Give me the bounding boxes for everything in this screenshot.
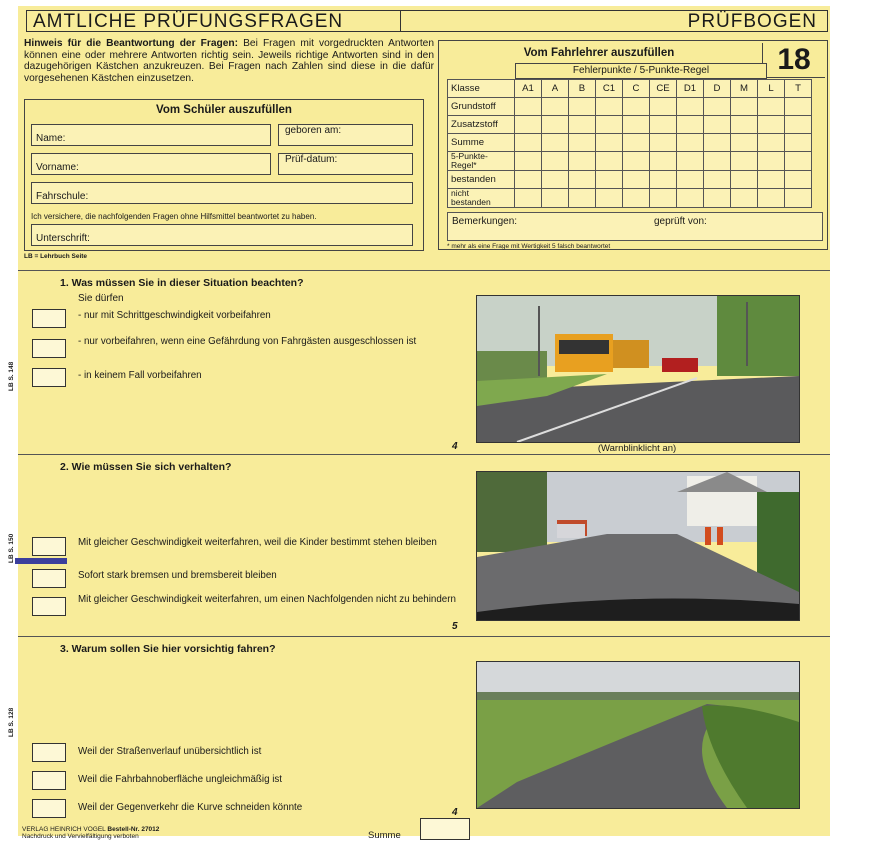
firstname-label: Vorname: — [36, 162, 79, 173]
row-label: bestanden — [448, 171, 515, 189]
score-cell[interactable] — [623, 116, 650, 134]
answer-checkbox[interactable] — [32, 537, 66, 556]
score-cell[interactable] — [785, 116, 812, 134]
row-label: nicht bestanden — [448, 189, 515, 208]
score-cell[interactable] — [542, 152, 569, 171]
table-row — [448, 189, 812, 208]
name-field[interactable] — [31, 124, 271, 146]
birthdate-field[interactable] — [278, 124, 413, 146]
remarks-field[interactable] — [447, 212, 823, 241]
score-cell[interactable] — [677, 98, 704, 116]
answer-checkbox[interactable] — [32, 597, 66, 616]
score-cell[interactable] — [596, 134, 623, 152]
score-cell[interactable] — [623, 152, 650, 171]
score-cell[interactable] — [731, 189, 758, 208]
score-cell[interactable] — [704, 134, 731, 152]
table-row — [448, 134, 812, 152]
score-cell[interactable] — [785, 98, 812, 116]
driving-school-field[interactable] — [31, 182, 413, 204]
class-column: CE — [650, 80, 677, 98]
error-points-caption: Fehlerpunkte / 5-Punkte-Regel — [515, 63, 767, 79]
bus-at-stop-image — [476, 295, 800, 443]
children-at-roadside-image — [476, 471, 800, 621]
score-cell[interactable] — [650, 152, 677, 171]
sheet-title: AMTLICHE PRÜFUNGSFRAGEN — [26, 10, 401, 32]
class-column: T — [785, 80, 812, 98]
instructions — [24, 38, 434, 84]
score-cell[interactable] — [515, 189, 542, 208]
exam-sheet — [8, 6, 830, 841]
score-cell[interactable] — [596, 171, 623, 189]
question-points: 4 — [452, 441, 458, 452]
score-cell[interactable] — [650, 134, 677, 152]
score-cell[interactable] — [731, 171, 758, 189]
side-marker — [15, 558, 67, 564]
score-cell[interactable] — [704, 116, 731, 134]
question-title: 2. Wie müssen Sie sich verhalten? — [60, 461, 232, 473]
class-column: C1 — [596, 80, 623, 98]
signature-field[interactable] — [31, 224, 413, 246]
score-cell[interactable] — [650, 171, 677, 189]
score-cell[interactable] — [677, 152, 704, 171]
score-cell[interactable] — [677, 134, 704, 152]
score-cell[interactable] — [569, 134, 596, 152]
table-row — [448, 98, 812, 116]
answer-checkbox[interactable] — [32, 569, 66, 588]
answer-text: Mit gleicher Geschwindigkeit weiterfahren, um einen Nachfolgenden nicht zu behindern — [78, 594, 456, 605]
class-column: D — [704, 80, 731, 98]
exam-date-label: Prüf-datum: — [285, 154, 338, 165]
publisher-name: VERLAG HEINRICH VOGEL — [22, 826, 106, 833]
question-points: 5 — [452, 621, 458, 632]
publisher-footer — [22, 826, 159, 840]
score-cell[interactable] — [650, 116, 677, 134]
score-cell[interactable] — [704, 152, 731, 171]
score-cell[interactable] — [758, 116, 785, 134]
score-cell[interactable] — [785, 189, 812, 208]
score-cell[interactable] — [623, 171, 650, 189]
score-cell[interactable] — [785, 134, 812, 152]
question-3 — [8, 636, 830, 822]
sheet-type: PRÜFBOGEN — [401, 10, 828, 32]
class-header: Klasse — [448, 80, 515, 98]
score-cell[interactable] — [650, 189, 677, 208]
order-number: Bestell-Nr. 27012 — [107, 826, 160, 833]
class-column: C — [623, 80, 650, 98]
score-cell[interactable] — [785, 171, 812, 189]
score-cell[interactable] — [704, 189, 731, 208]
score-cell[interactable] — [677, 116, 704, 134]
score-cell[interactable] — [515, 98, 542, 116]
copyright-note: Nachdruck und Vervielfältigung verboten — [22, 833, 139, 840]
instructions-text: Bei Fragen mit vorgedruckten Antworten können eine oder mehrere Antworten richtig sein. Jeweils richtige Antworten sind in den dazugehörigen Kästchen anzukreuzen. Bei Fragen nach Zahlen sind diese in die dafür vorgesehenen Kästchen einzusetzen. — [24, 38, 434, 84]
score-cell[interactable] — [731, 152, 758, 171]
question-1 — [8, 270, 830, 455]
answer-checkbox[interactable] — [32, 339, 66, 358]
answer-checkbox[interactable] — [32, 799, 66, 818]
score-cell[interactable] — [596, 189, 623, 208]
score-cell[interactable] — [542, 98, 569, 116]
score-cell[interactable] — [758, 98, 785, 116]
score-cell[interactable] — [758, 171, 785, 189]
score-cell[interactable] — [623, 134, 650, 152]
birthdate-label: geboren am: — [285, 125, 342, 136]
score-cell[interactable] — [677, 189, 704, 208]
sum-label: Summe — [368, 830, 401, 841]
row-label: Zusatzstoff — [448, 116, 515, 134]
instructor-section-title: Vom Fahrlehrer auszufüllen — [523, 47, 675, 59]
lb-note: LB = Lehrbuch Seite — [24, 253, 88, 260]
score-cell[interactable] — [704, 98, 731, 116]
score-cell[interactable] — [731, 116, 758, 134]
answer-text: - in keinem Fall vorbeifahren — [78, 370, 202, 381]
sheet-number: 18 — [762, 43, 825, 78]
answer-text: Weil die Fahrbahnoberfläche ungleichmäßig ist — [78, 774, 283, 785]
image-caption: (Warnblinklicht an) — [597, 443, 677, 454]
score-cell[interactable] — [596, 116, 623, 134]
score-cell[interactable] — [569, 116, 596, 134]
score-cell[interactable] — [623, 189, 650, 208]
answer-text: Weil der Gegenverkehr die Kurve schneiden könnte — [78, 802, 303, 813]
score-cell[interactable] — [569, 152, 596, 171]
table-row — [448, 116, 812, 134]
score-cell[interactable] — [704, 171, 731, 189]
score-cell[interactable] — [650, 98, 677, 116]
lb-reference: LB S. 148 — [8, 361, 15, 391]
firstname-field[interactable] — [31, 153, 271, 175]
exam-date-field[interactable] — [278, 153, 413, 175]
answer-checkbox[interactable] — [32, 771, 66, 790]
table-row — [448, 171, 812, 189]
answer-text: Weil der Straßenverlauf unübersichtlich ist — [78, 746, 262, 757]
row-label: 5-Punkte-Regel* — [448, 152, 515, 171]
class-column: A — [542, 80, 569, 98]
score-cell[interactable] — [596, 152, 623, 171]
score-cell[interactable] — [623, 98, 650, 116]
signature-label: Unterschrift: — [36, 233, 90, 244]
class-column: M — [731, 80, 758, 98]
answer-text: - nur mit Schrittgeschwindigkeit vorbeifahren — [78, 310, 271, 321]
table-header-row — [448, 80, 812, 98]
score-cell[interactable] — [542, 171, 569, 189]
question-title: 1. Was müssen Sie in dieser Situation beachten? — [60, 277, 304, 289]
class-column: A1 — [515, 80, 542, 98]
answer-text: - nur vorbeifahren, wenn eine Gefährdung von Fahrgästen ausgeschlossen ist — [78, 336, 417, 347]
score-cell[interactable] — [569, 189, 596, 208]
class-column: L — [758, 80, 785, 98]
score-cell[interactable] — [758, 152, 785, 171]
row-label: Grundstoff — [448, 98, 515, 116]
score-cell[interactable] — [542, 189, 569, 208]
remarks-label: Bemerkungen: — [452, 216, 518, 227]
footnote: * mehr als eine Frage mit Wertigkeit 5 falsch beantwortet — [447, 243, 611, 250]
row-label: Summe — [448, 134, 515, 152]
instructions-heading: Hinweis für die Beantwortung der Fragen: — [24, 38, 239, 49]
score-cell[interactable] — [569, 171, 596, 189]
question-intro: Sie dürfen — [78, 293, 124, 304]
score-cell[interactable] — [731, 134, 758, 152]
lb-reference: LB S. 150 — [8, 533, 15, 563]
score-cell[interactable] — [515, 116, 542, 134]
question-2 — [8, 454, 830, 637]
score-cell[interactable] — [758, 134, 785, 152]
answer-checkbox[interactable] — [32, 309, 66, 328]
score-cell[interactable] — [758, 189, 785, 208]
lb-reference: LB S. 128 — [8, 707, 15, 737]
score-cell[interactable] — [515, 152, 542, 171]
answer-checkbox[interactable] — [32, 368, 66, 387]
score-cell[interactable] — [569, 98, 596, 116]
score-cell[interactable] — [515, 171, 542, 189]
score-cell[interactable] — [542, 134, 569, 152]
score-cell[interactable] — [515, 134, 542, 152]
class-column: D1 — [677, 80, 704, 98]
question-points: 4 — [452, 807, 458, 818]
question-title: 3. Warum sollen Sie hier vorsichtig fahren? — [60, 643, 276, 655]
curved-country-road-image — [476, 661, 800, 809]
driving-school-label: Fahrschule: — [36, 191, 89, 202]
instructor-section — [438, 40, 828, 250]
score-cell[interactable] — [731, 98, 758, 116]
assurance-text: Ich versichere, die nachfolgenden Fragen ohne Hilfsmittel beantwortet zu haben. — [31, 212, 317, 221]
score-cell[interactable] — [542, 116, 569, 134]
score-cell[interactable] — [785, 152, 812, 171]
answer-text: Sofort stark bremsen und bremsbereit bleiben — [78, 570, 277, 581]
table-row — [448, 152, 812, 171]
sum-field[interactable] — [420, 818, 470, 840]
answer-text: Mit gleicher Geschwindigkeit weiterfahren, weil die Kinder bestimmt stehen bleiben — [78, 537, 437, 548]
class-column: B — [569, 80, 596, 98]
student-section-title: Vom Schüler auszufüllen — [156, 104, 292, 116]
score-cell[interactable] — [596, 98, 623, 116]
student-section — [24, 99, 424, 251]
score-table — [447, 79, 812, 208]
answer-checkbox[interactable] — [32, 743, 66, 762]
checked-by-label: geprüft von: — [654, 216, 707, 227]
name-label: Name: — [36, 133, 66, 144]
score-cell[interactable] — [677, 171, 704, 189]
